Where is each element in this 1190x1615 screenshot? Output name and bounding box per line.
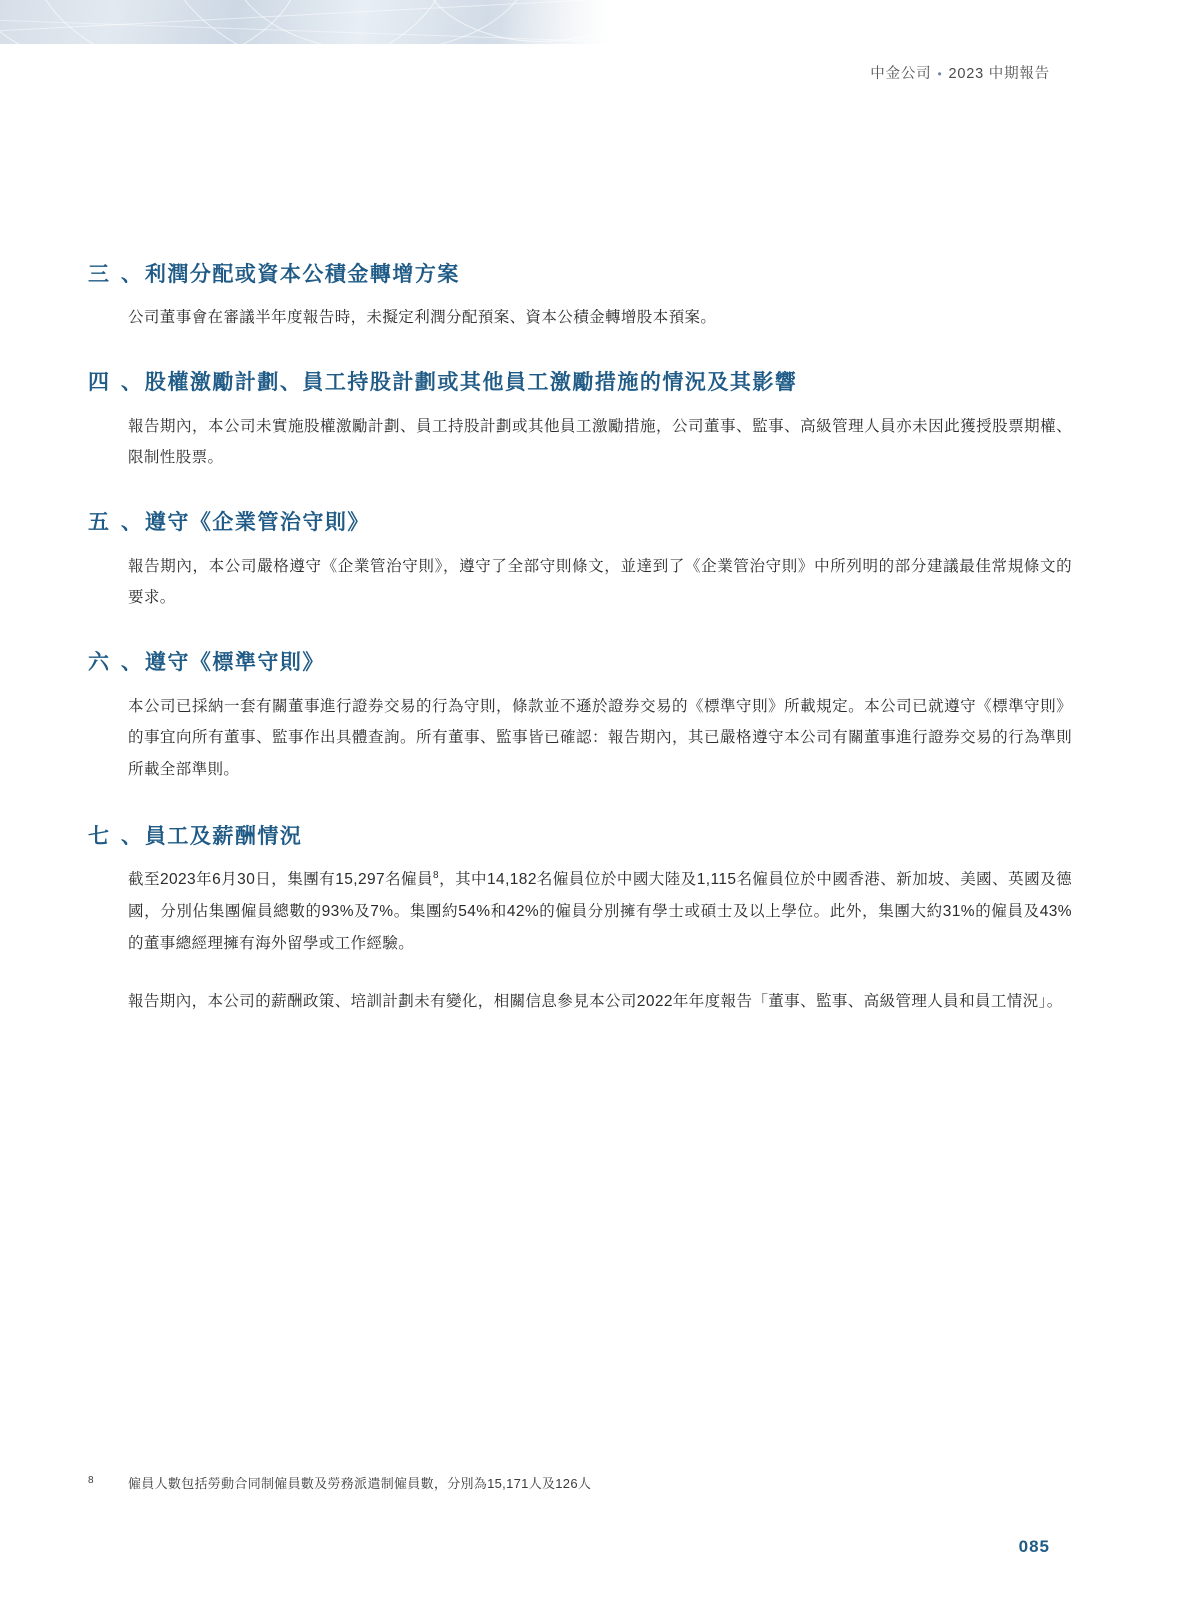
running-header-separator: • <box>937 67 943 81</box>
running-header-report: 2023 中期報告 <box>948 66 1050 82</box>
footnote <box>88 1473 1088 1495</box>
section-heading-5 <box>88 508 1088 538</box>
section-body-5 <box>128 551 1072 615</box>
section-number-5: 五 、 <box>88 511 145 535</box>
section-heading-6 <box>88 648 1088 678</box>
page-edge-strip <box>1176 0 1190 1615</box>
section-number-6: 六 、 <box>88 651 145 675</box>
banner-fade <box>500 0 620 44</box>
section-body-4 <box>128 411 1072 475</box>
paragraph-part-2: ，其中14,182名僱員位於中國大陸及1,115名僱員位於中國香港、新加坡、美國、英國及德國，分別佔集團僱員總數的93%及7%。集團約54%和42%的僱員分別擁有學士或碩士及以上學位。此外，集團大約31%的僱員及43%的董事總經理擁有海外留學或工作經驗。 <box>128 871 1072 952</box>
running-header-company: 中金公司 <box>870 66 932 82</box>
section-number-3: 三 、 <box>88 263 145 286</box>
section-number-4: 四 、 <box>88 371 145 395</box>
section-title-6: 遵守《標準守則》 <box>144 651 325 675</box>
paragraph: 報告期內，本公司未實施股權激勵計劃、員工持股計劃或其他員工激勵措施，公司董事、監事、高級管理人員亦未因此獲授股票期權、限制性股票。 <box>128 417 1072 467</box>
section-title-3: 利潤分配或資本公積金轉增方案 <box>144 263 460 286</box>
section-heading-4 <box>88 368 1088 398</box>
spacer <box>88 334 1088 368</box>
section-body-3 <box>128 302 1072 334</box>
section-heading-3 <box>88 260 1088 290</box>
section-body-7 <box>128 864 1072 1017</box>
page-number: 085 <box>1018 1537 1050 1556</box>
footnote-marker: 8 <box>88 1474 94 1486</box>
spacer <box>88 474 1088 508</box>
section-number-7: 七 、 <box>88 824 145 848</box>
paragraph: 報告期內，本公司的薪酬政策、培訓計劃未有變化，相關信息參見本公司2022年年度報告「董事、監事、高級管理人員和員工情況」。 <box>128 992 1063 1010</box>
running-header <box>870 62 1050 83</box>
paragraph: 本公司已採納一套有關董事進行證券交易的行為守則，條款並不遜於證券交易的《標準守則》所載規定。本公司已就遵守《標準守則》的事宜向所有董事、監事作出具體查詢。所有董事、監事皆已確認：報告期內，其已嚴格遵守本公司有關董事進行證券交易的行為準則所載全部準則。 <box>128 697 1072 779</box>
section-title-5: 遵守《企業管治守則》 <box>144 511 370 535</box>
paragraph: 報告期內，本公司嚴格遵守《企業管治守則》，遵守了全部守則條文，並達到了《企業管治守則》中所列明的部分建議最佳常規條文的要求。 <box>128 557 1072 607</box>
decorative-header-banner <box>0 0 620 44</box>
spacer <box>88 614 1088 648</box>
spacer <box>88 786 1088 822</box>
paragraph-part-1: 截至2023年6月30日，集團有15,297名僱員 <box>128 871 434 889</box>
section-title-4: 股權激勵計劃、員工持股計劃或其他員工激勵措施的情況及其影響 <box>144 371 798 395</box>
footnote-reference: 8 <box>433 870 440 882</box>
section-heading-7 <box>88 822 1088 852</box>
page-content <box>88 260 1088 1017</box>
paragraph: 公司董事會在審議半年度報告時，未擬定利潤分配預案、資本公積金轉增股本預案。 <box>128 309 717 327</box>
footnote-text: 僱員人數包括勞動合同制僱員數及勞務派遣制僱員數，分別為15,171人及126人 <box>128 1475 592 1491</box>
paragraph-with-footnote <box>128 864 1072 959</box>
section-title-7: 員工及薪酬情況 <box>144 824 303 848</box>
section-body-6 <box>128 691 1072 786</box>
